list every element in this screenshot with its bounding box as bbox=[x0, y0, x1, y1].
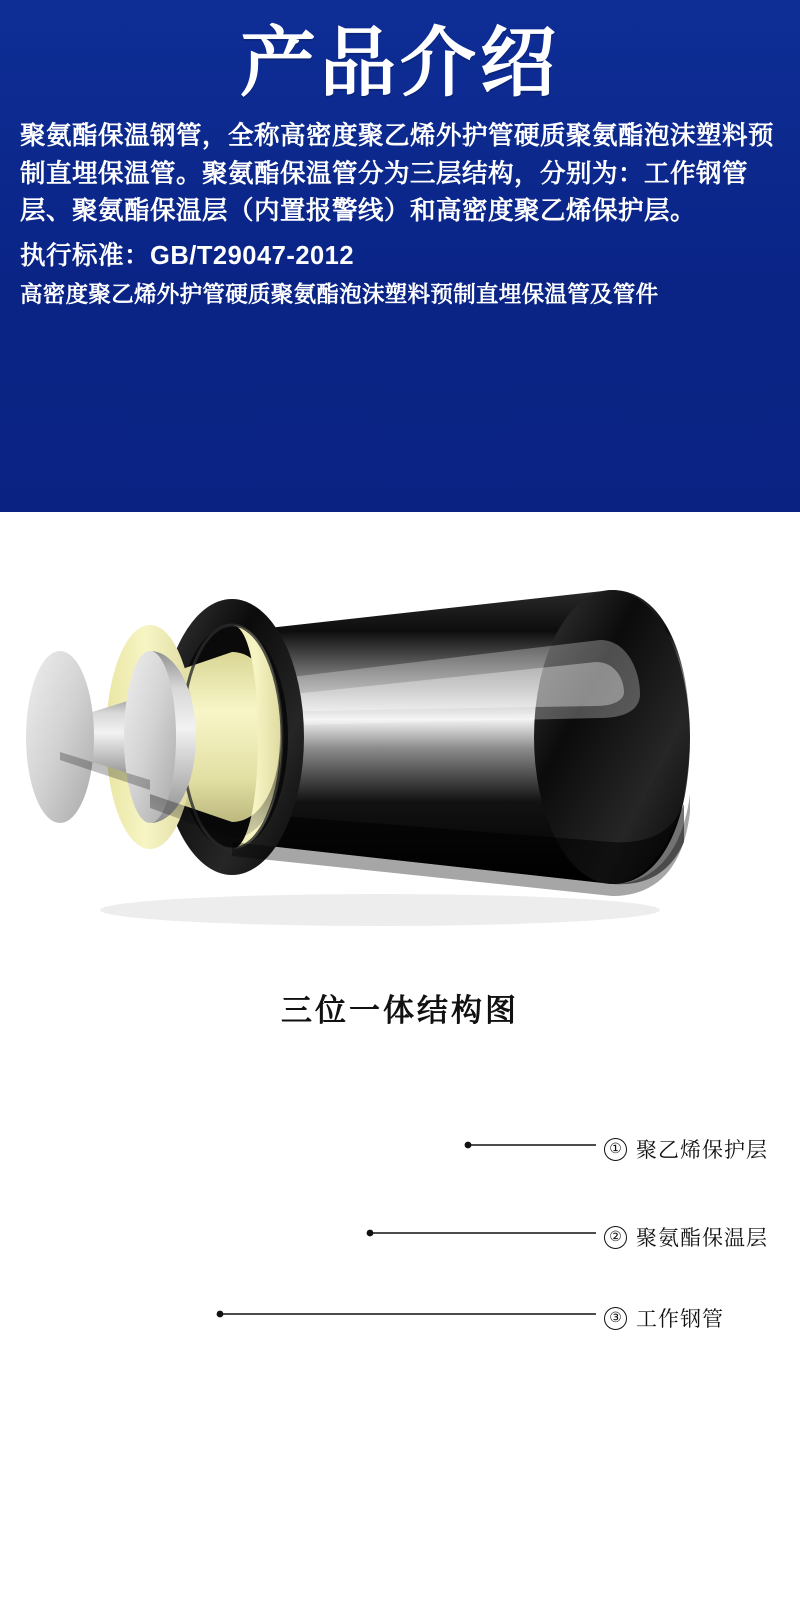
figure-caption: 三位一体结构图 bbox=[281, 993, 519, 1028]
page-title: 产品介绍 bbox=[240, 21, 560, 106]
product-intro-hero bbox=[0, 0, 800, 512]
leader-dot-2 bbox=[367, 1230, 374, 1237]
execution-standard: 执行标准：GB/T29047-2012 bbox=[20, 242, 355, 271]
callout-number-3: ③ bbox=[604, 1307, 627, 1330]
leader-dot-1 bbox=[465, 1142, 472, 1149]
product-description: 聚氨酯保温钢管，全称高密度聚乙烯外护管硬质聚氨酯泡沫塑料预制直埋保温管。聚氨酯保温管分为三层结构，分别为：工作钢管层、聚氨酯保温层（内置报警线）和高密度聚乙烯保护层。 bbox=[20, 122, 775, 226]
pipe-cutaway-illustration bbox=[0, 512, 800, 992]
callout-hdpe-protective-layer bbox=[604, 1134, 768, 1164]
callout-number-2: ② bbox=[604, 1226, 627, 1249]
callout-label-2: 聚氨酯保温层 bbox=[636, 1227, 768, 1250]
working-steel-pipe bbox=[26, 651, 196, 823]
leader-dot-3 bbox=[217, 1311, 224, 1318]
callout-pu-insulation-layer bbox=[604, 1222, 768, 1252]
callout-number-1: ① bbox=[604, 1138, 627, 1161]
callout-label-1: 聚乙烯保护层 bbox=[636, 1139, 768, 1162]
standard-full-name: 高密度聚乙烯外护管硬质聚氨酯泡沫塑料预制直埋保温管及管件 bbox=[20, 282, 659, 308]
callout-working-steel-pipe bbox=[604, 1303, 724, 1333]
callout-label-3: 工作钢管 bbox=[636, 1308, 724, 1331]
